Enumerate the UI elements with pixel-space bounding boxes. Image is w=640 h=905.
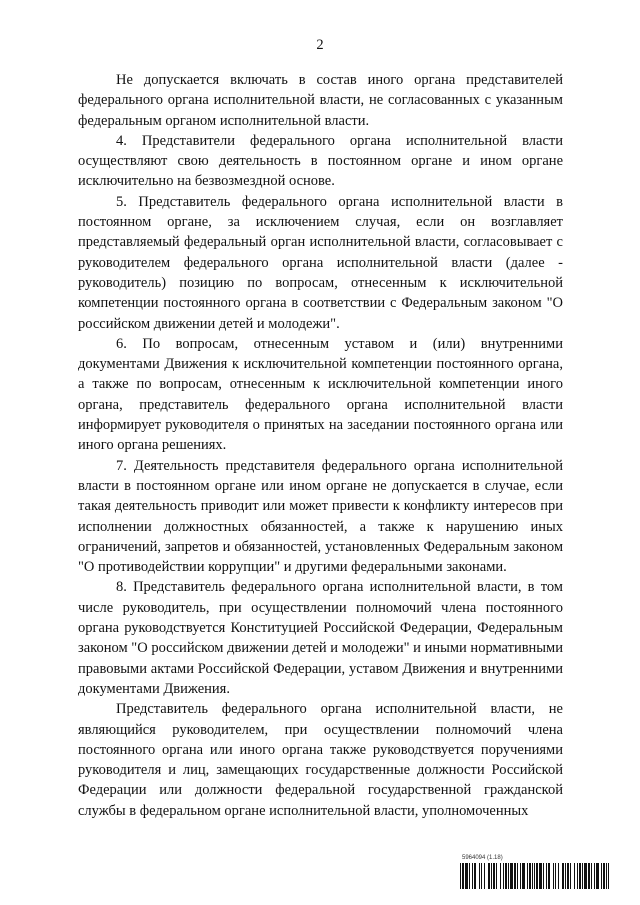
paragraph-7: 7. Деятельность представителя федерального органа исполнительной власти в постоянном органе или ином органе не допускается в случае, если такая деятельность приводит или может привести к конфликту интересов при исполнении должностных обязанностей, а также к нарушению иных ограничений, запретов и обязанностей, установленных Федеральным законом "О противодействии коррупции" и другими федеральными законами.: [78, 457, 563, 576]
paragraph-5: 5. Представитель федерального органа исполнительной власти в постоянном органе, за исключением случая, если он возглавляет представляемый федеральный орган исполнительной власти, согласовывает с руководителем федерального органа исполнительной власти (далее - руководитель) позицию по вопросам, отнесенным к исключительной компетенции постоянного органа в соответствии с Федеральным законом "О российском движении детей и молодежи".: [78, 193, 563, 332]
paragraph-6: 6. По вопросам, отнесенным уставом и (или) внутренними документами Движения к исключительной компетенции постоянного органа, а также по вопросам, отнесенным к исключительной компетенции иного органа, представитель федерального органа исполнительной власти информирует руководителя о принятых на заседании постоянного органа или иного органа решениях.: [78, 335, 563, 454]
paragraph-1: Не допускается включать в состав иного органа представителей федерального органа исполнительной власти, не согласованных с указанным федеральным органом исполнительной власти.: [78, 72, 563, 129]
document-body: [78, 70, 563, 821]
paragraph-4: 4. Представители федерального органа исполнительной власти осуществляют свою деятельность в постоянном органе и ином органе исключительно на безвозмездной основе.: [78, 132, 563, 190]
barcode-block: [460, 855, 610, 889]
barcode-code: 5964094 (1.18): [462, 855, 503, 861]
page-number: 2: [316, 37, 324, 53]
paragraph-8: 8. Представитель федерального органа исполнительной власти, в том числе руководитель, при осуществлении полномочий члена постоянного органа руководствуется Конституцией Российской Федерации, Федеральным законом "О российском движении детей и молодежи" и иными нормативными правовыми актами Российской Федерации, уставом Движения и внутренними документами Движения.: [78, 579, 563, 697]
paragraph-8-continued: Представитель федерального органа исполнительной власти, не являющийся руководителем, при осуществлении полномочий члена постоянного органа или иного органа также руководствуется поручениями руководителя и лиц, замещающих государственные должности Российской Федерации или должности федеральной государственной гражданской службы в федеральном органе исполнительной власти, уполномоченных: [78, 701, 563, 819]
barcode-icon: [460, 863, 610, 889]
